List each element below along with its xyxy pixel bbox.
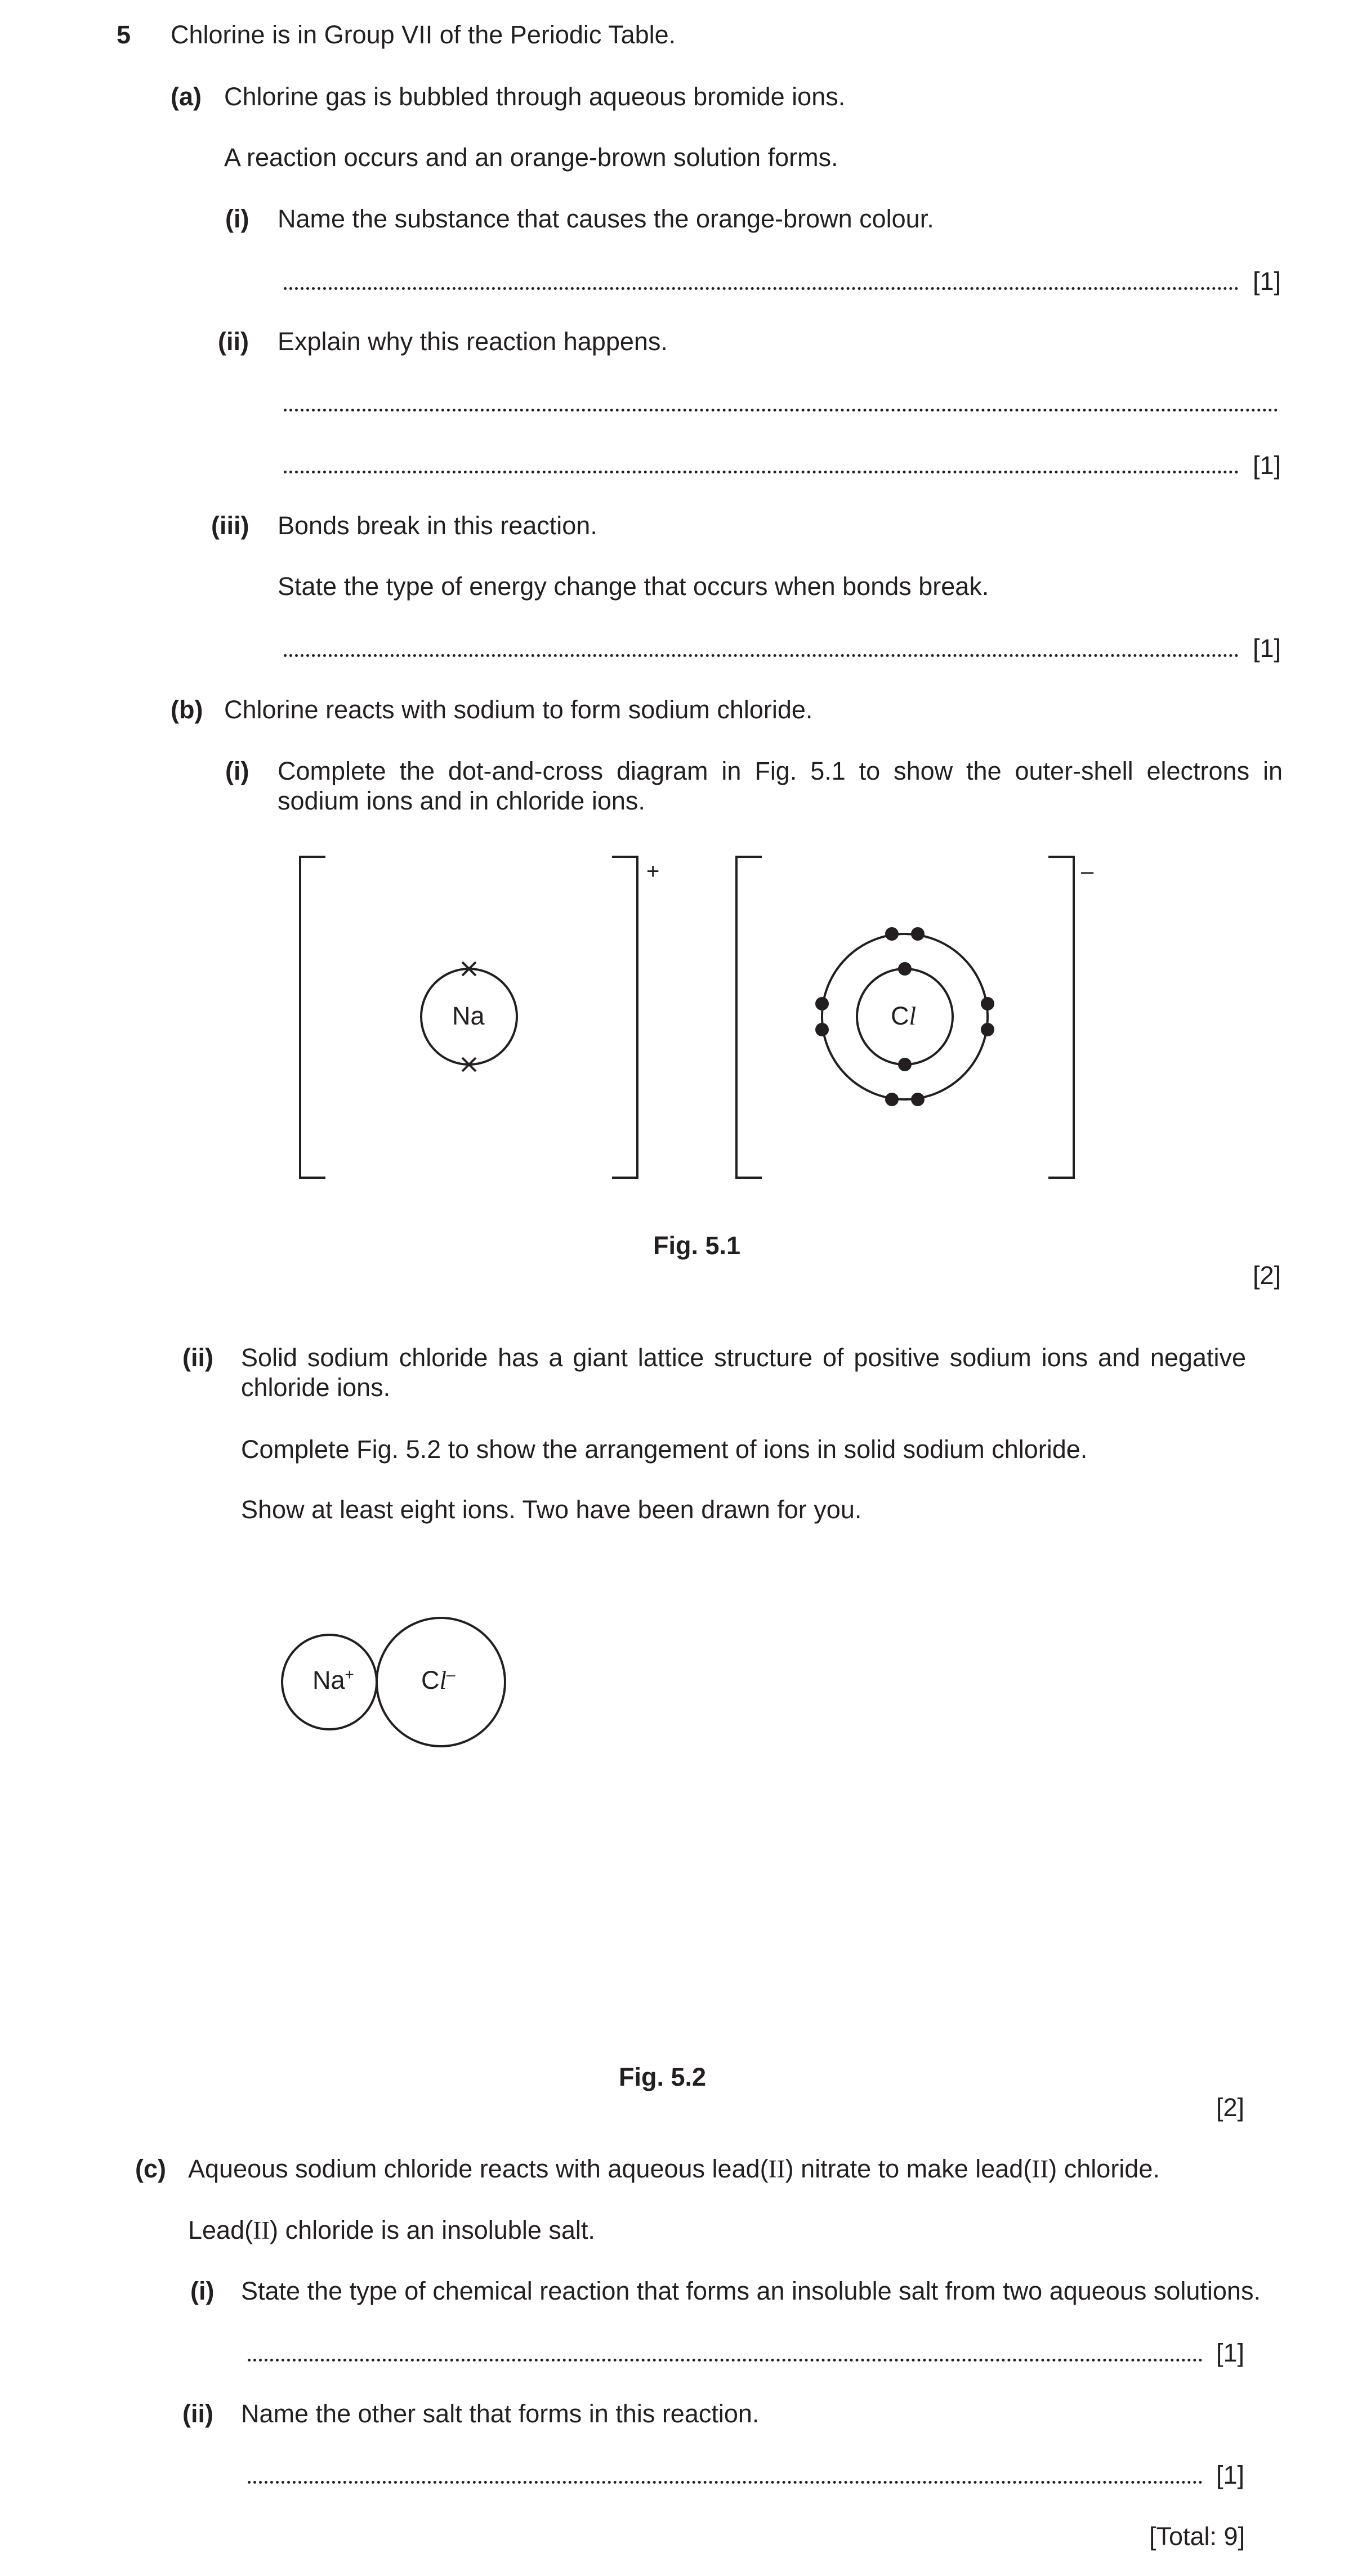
- part-c-ii-label: (ii): [182, 2399, 213, 2428]
- answer-line-c-ii[interactable]: [248, 2481, 1203, 2484]
- part-a-label: (a): [171, 82, 202, 111]
- marks-c-i: [1]: [1216, 2338, 1245, 2367]
- part-b-ii-hint: Show at least eight ions. Two have been drawn for you.: [241, 1495, 862, 1524]
- part-c-label: (c): [135, 2154, 166, 2183]
- part-c-i-label: (i): [190, 2277, 215, 2305]
- na-atom-label: Na: [452, 1001, 485, 1030]
- part-c-ii-question: Name the other salt that forms in this reaction.: [241, 2399, 760, 2428]
- part-a-i-label: (i): [225, 204, 249, 233]
- part-b-label: (b): [171, 695, 203, 724]
- chloride-ion-label: Cl–: [421, 1666, 456, 1694]
- na-charge-label: +: [646, 859, 660, 884]
- answer-line-c-i[interactable]: [248, 2359, 1203, 2362]
- part-a-iii-label: (iii): [211, 511, 249, 540]
- part-c-stem: Aqueous sodium chloride reacts with aqueous lead(II) nitrate to make lead(II) chloride.: [188, 2154, 1160, 2183]
- part-a-stem: Chlorine gas is bubbled through aqueous bromide ions.: [224, 82, 846, 111]
- part-b-ii-label: (ii): [182, 1343, 213, 1372]
- part-b-ii-statement-line2: chloride ions.: [241, 1373, 391, 1402]
- sodium-ion-label: Na+: [312, 1666, 354, 1694]
- marks-a-i: [1]: [1253, 267, 1281, 296]
- marks-a-ii: [1]: [1253, 451, 1281, 480]
- question-number: 5: [117, 20, 131, 49]
- part-b-ii-instruction: Complete Fig. 5.2 to show the arrangement of ions in solid sodium chloride.: [241, 1435, 1088, 1464]
- part-a-ii-label: (ii): [218, 327, 249, 356]
- fig-5-1-caption: Fig. 5.1: [653, 1231, 741, 1260]
- part-c-context: Lead(II) chloride is an insoluble salt.: [188, 2216, 595, 2244]
- marks-b-ii: [2]: [1216, 2093, 1245, 2122]
- part-a-iii-question: State the type of energy change that occurs when bonds break.: [278, 572, 989, 601]
- part-c-i-question: State the type of chemical reaction that forms an insoluble salt from two aqueous solutions.: [241, 2277, 1261, 2305]
- question-intro: Chlorine is in Group VII of the Periodic Table.: [171, 20, 676, 49]
- part-a-i-question: Name the substance that causes the orange-brown colour.: [278, 204, 934, 233]
- part-b-i-label: (i): [225, 757, 249, 785]
- marks-b-i: [2]: [1253, 1261, 1281, 1290]
- part-a-iii-statement: Bonds break in this reaction.: [278, 511, 597, 540]
- part-b-stem: Chlorine reacts with sodium to form sodium chloride.: [224, 695, 813, 724]
- part-b-ii-statement-line1: Solid sodium chloride has a giant lattice structure of positive sodium ions and negative: [241, 1343, 1246, 1372]
- cl-atom-label: Cl: [891, 1001, 917, 1030]
- marks-c-ii: [1]: [1216, 2461, 1245, 2489]
- part-a-ii-question: Explain why this reaction happens.: [278, 327, 668, 356]
- part-b-i-question-line1: Complete the dot-and-cross diagram in Fig. 5.1 to show the outer-shell electrons in: [278, 757, 1283, 785]
- fig-5-2-caption: Fig. 5.2: [619, 2063, 707, 2091]
- cl-charge-label: –: [1081, 859, 1094, 884]
- total-marks: [Total: 9]: [1149, 2522, 1245, 2551]
- part-b-i-question-line2: sodium ions and in chloride ions.: [278, 786, 645, 815]
- marks-a-iii: [1]: [1253, 634, 1281, 663]
- part-a-context: A reaction occurs and an orange-brown solution forms.: [224, 143, 838, 172]
